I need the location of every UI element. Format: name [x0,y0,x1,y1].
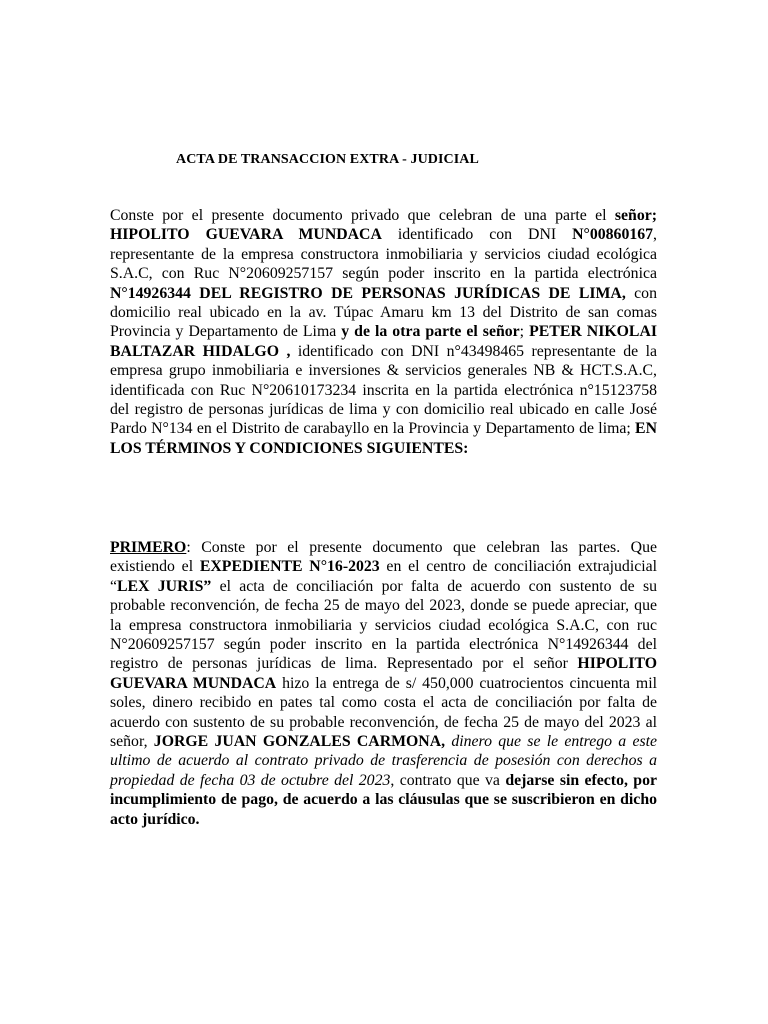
text-run: identificado con DNI [381,226,573,244]
text-run: el acta de conciliación por falta de acuerdo con sustento de su probable reconvención, de fecha 25 de mayo del 2023, donde se puede apreciar, que la empresa constructora inmobiliaria y servicios ciudad ecológica S.A.C, con ruc N°20609257157 según poder inscrito en la partida electrónica N°14926344 del registro de personas jurídicas de lima. Representado por el señor [110,577,657,673]
clause-primero-paragraph [110,538,657,829]
text-run: , representante de la empresa constructora inmobiliaria y servicios ciudad ecológica S.A.C, con Ruc N°20609257157 según poder inscrito en la partida electrónica [110,226,657,283]
text-run: dinero que se le entrego a este ultimo de acuerdo al contrato privado de trasferencia de posesión con derechos a propiedad de fecha 03 de octubre del 2023 [110,733,658,789]
text-run: y de la otra parte el señor [341,323,520,341]
text-run: Conste por el presente documento privado que celebran de una parte el [110,207,615,224]
text-run: PETER NIKOLAI BALTAZAR HIDALGO , [110,323,658,360]
text-run: ; [519,323,530,341]
text-run: EXPEDIENTE N°16-2023 [199,558,380,576]
text-run: HIPOLITO GUEVARA MUNDACA [110,655,657,692]
text-run: con domicilio real ubicado en la av. Túpac Amaru km 13 del Distrito de san comas Provincia y Departamento de Lima [110,284,657,341]
text-run: dejarse sin efecto, por incumplimiento de pago, de acuerdo a las cláusulas que se suscribieron en dicho acto jurídico. [110,771,657,828]
text-run: señor; HIPOLITO GUEVARA MUNDACA [110,207,657,244]
text-run: N°00860167 [572,226,654,244]
text-run: JORGE JUAN GONZALES CARMONA, [153,733,446,751]
text-run: EN LOS TÉRMINOS Y CONDICIONES SIGUIENTES: [110,420,657,457]
text-run: en el centro de conciliación extrajudicial “ [110,558,658,595]
text-run: N°14926344 DEL REGISTRO DE PERSONAS JURÍDICAS DE LIMA, [110,284,626,302]
document-title: ACTA DE TRANSACCION EXTRA - JUDICIAL [176,152,479,167]
text-run: , contrato que va [390,771,506,789]
text-run: identificado con DNI n°43498465 representante de la empresa grupo inmobiliaria e inversiones & servicios generales NB & HCT.S.A.C, identificada con Ruc N°20610173234 inscrita en la partida electrónica n°15123758 del registro de personas jurídicas de lima y con domicilio real ubicado en calle José Pardo N°134 en el Distrito de carabayllo en la Provincia y Departamento de lima; [110,342,657,438]
text-run: : Conste por el presente documento que celebran las partes. Que existiendo el [110,539,657,576]
text-run: PRIMERO [110,539,187,556]
intro-paragraph [110,206,657,458]
text-run: hizo la entrega de s/ 450,000 cuatrocientos cincuenta mil soles, dinero recibido en pates tal como costa el acta de conciliación por falta de acuerdo con sustento de su probable reconvención, de fecha 25 de mayo del 2023 al señor, [110,674,657,751]
text-run: LEX JURIS” [117,577,212,595]
